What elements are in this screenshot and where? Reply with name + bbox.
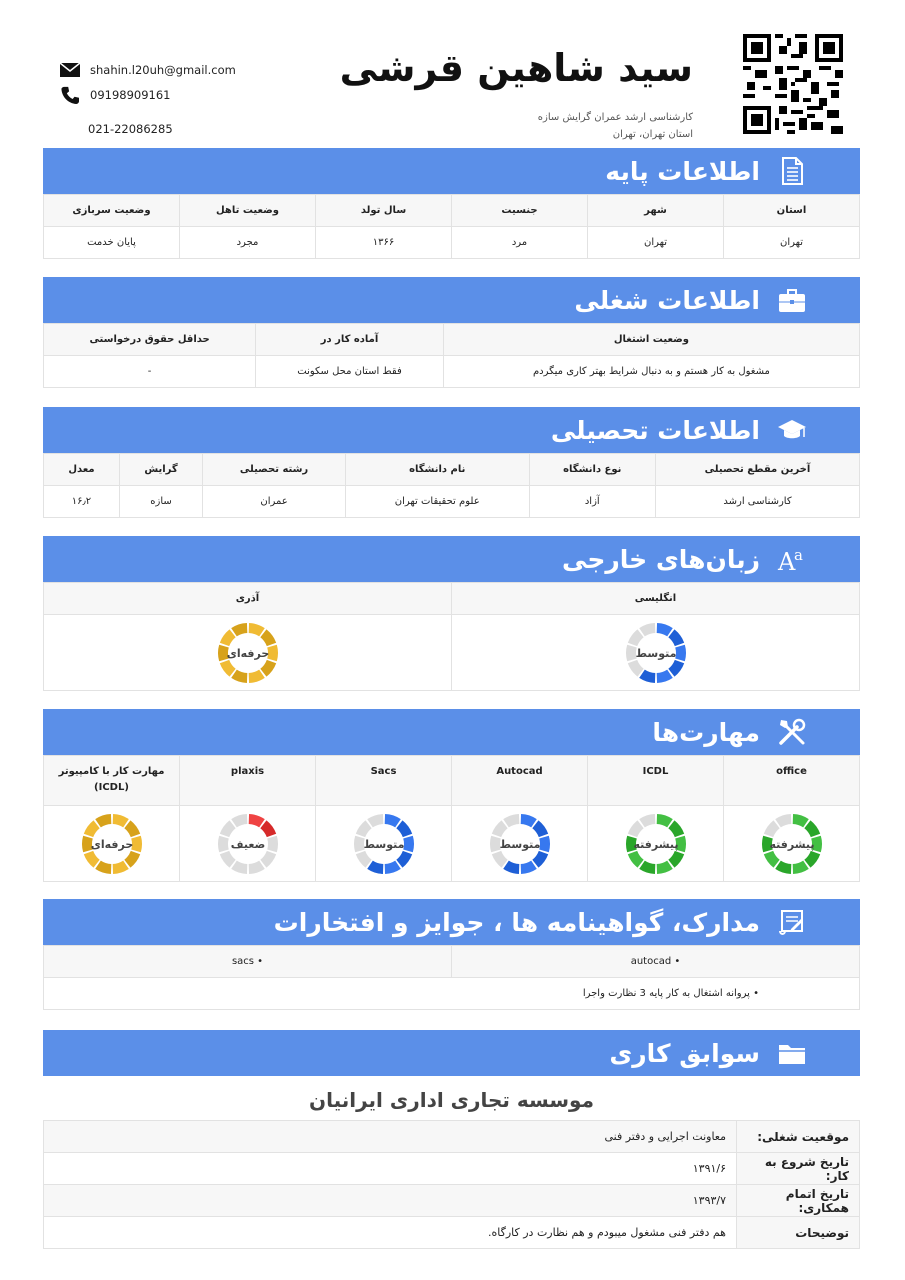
gauge-segment bbox=[219, 850, 235, 867]
qr-code bbox=[743, 34, 843, 134]
gauge-segment bbox=[539, 835, 550, 852]
gauge-segment bbox=[248, 814, 264, 827]
job-subtitle: کارشناسی ارشد عمران گرایش سازه bbox=[537, 112, 693, 123]
language-level-cell bbox=[44, 615, 452, 691]
language-name: آذری bbox=[44, 583, 452, 615]
gauge-segment bbox=[124, 850, 140, 867]
language-level-cell bbox=[452, 615, 860, 691]
gauge-segment bbox=[219, 629, 235, 646]
gauge-segment bbox=[627, 659, 643, 676]
gauge-segment bbox=[83, 850, 99, 867]
gauge-segment bbox=[792, 860, 808, 873]
gauge-segment bbox=[503, 814, 519, 827]
email-contact[interactable] bbox=[60, 61, 236, 79]
experience-value: معاونت اجرایی و دفتر فنی bbox=[44, 1121, 737, 1153]
job-info-title: اطلاعات شغلی bbox=[574, 285, 760, 315]
gauge-segment bbox=[396, 850, 412, 867]
company-name: موسسه تجاری اداری ایرانیان bbox=[309, 1088, 594, 1112]
experience-label: تاریخ اتمام همکاری: bbox=[737, 1185, 860, 1217]
svg-text:a: a bbox=[794, 546, 803, 564]
header-min-salary: حداقل حقوق درخواستی bbox=[44, 324, 256, 356]
value-ready-to-work: فقط استان محل سکونت bbox=[256, 356, 444, 388]
gauge-segment bbox=[639, 860, 655, 873]
skill-name: office bbox=[724, 756, 860, 806]
gauge-segment bbox=[355, 820, 371, 837]
gauge-segment bbox=[804, 820, 820, 837]
experience-value: ۱۳۹۱/۶ bbox=[44, 1153, 737, 1185]
gauge-segment bbox=[627, 850, 643, 867]
gauge-segment bbox=[124, 820, 140, 837]
job-info-table bbox=[43, 323, 860, 388]
gauge-segment bbox=[367, 860, 383, 873]
gauge-segment bbox=[260, 820, 276, 837]
skills-section bbox=[43, 709, 860, 882]
gauge-level-label: حرفه‌ای bbox=[226, 646, 269, 660]
job-info-header bbox=[43, 277, 860, 323]
experience-section bbox=[43, 1030, 860, 1249]
gauge-segment bbox=[218, 835, 229, 852]
certificates-title: مدارک، گواهینامه ها ، جوایز و افتخارات bbox=[273, 907, 760, 937]
header-degree: آخرین مقطع تحصیلی bbox=[656, 454, 860, 486]
gauge-segment bbox=[231, 814, 247, 827]
experience-title: سوابق کاری bbox=[609, 1038, 760, 1068]
header-gpa: معدل bbox=[44, 454, 120, 486]
certificates-header bbox=[43, 899, 860, 945]
gauge-segment bbox=[384, 860, 400, 873]
gauge-segment bbox=[520, 814, 536, 827]
gauge-segment bbox=[627, 629, 643, 646]
value-field: عمران bbox=[203, 486, 346, 518]
value-university-type: آزاد bbox=[529, 486, 655, 518]
language-name: انگلیسی bbox=[452, 583, 860, 615]
phone-icon bbox=[60, 86, 80, 104]
gauge-segment bbox=[95, 814, 111, 827]
certificates-section bbox=[43, 899, 860, 1010]
gauge-segment bbox=[656, 623, 672, 636]
languages-table bbox=[43, 582, 860, 691]
gauge-segment bbox=[267, 835, 278, 852]
gauge-segment bbox=[675, 644, 686, 661]
experience-header bbox=[43, 1030, 860, 1076]
skills-header bbox=[43, 709, 860, 755]
level-gauge bbox=[216, 812, 280, 876]
gauge-segment bbox=[248, 623, 264, 636]
header-military: وضعیت سربازی bbox=[44, 195, 180, 227]
skill-name: ICDL bbox=[588, 756, 724, 806]
gauge-segment bbox=[775, 860, 791, 873]
gauge-segment bbox=[403, 835, 414, 852]
level-gauge bbox=[624, 812, 688, 876]
education-title: اطلاعات تحصیلی bbox=[550, 415, 760, 445]
header-province: استان bbox=[724, 195, 860, 227]
gauge-segment bbox=[668, 820, 684, 837]
skill-level-cell bbox=[44, 806, 180, 882]
full-name: سید شاهین قرشی bbox=[339, 46, 693, 90]
header-employment-status: وضعیت اشتغال bbox=[443, 324, 859, 356]
level-gauge bbox=[352, 812, 416, 876]
gauge-segment bbox=[775, 814, 791, 827]
gauge-segment bbox=[792, 814, 808, 827]
gauge-segment bbox=[231, 669, 247, 682]
envelope-icon bbox=[60, 61, 80, 79]
experience-value: ۱۳۹۳/۷ bbox=[44, 1185, 737, 1217]
gauge-segment bbox=[627, 820, 643, 837]
gauge-segment bbox=[248, 669, 264, 682]
gauge-segment bbox=[656, 814, 672, 827]
experience-label: موقعیت شغلی: bbox=[737, 1121, 860, 1153]
gauge-segment bbox=[396, 820, 412, 837]
languages-title: زبان‌های خارجی bbox=[562, 544, 760, 574]
level-gauge bbox=[760, 812, 824, 876]
briefcase-icon bbox=[774, 282, 810, 318]
header-gender: جنسیت bbox=[452, 195, 588, 227]
location: استان تهران، تهران bbox=[612, 129, 693, 140]
gauge-level-label: متوسط bbox=[363, 837, 404, 851]
certificate-item: • sacs bbox=[44, 946, 452, 978]
basic-info-section bbox=[43, 148, 860, 259]
skill-level-cell bbox=[316, 806, 452, 882]
gauge-segment bbox=[639, 814, 655, 827]
certificate-icon bbox=[774, 904, 810, 940]
tools-icon bbox=[774, 714, 810, 750]
gauge-segment bbox=[219, 659, 235, 676]
gauge-segment bbox=[763, 820, 779, 837]
phone-contact[interactable] bbox=[88, 122, 173, 136]
basic-info-title: اطلاعات پایه bbox=[605, 156, 760, 186]
value-gpa: ۱۶٫۲ bbox=[44, 486, 120, 518]
level-gauge bbox=[216, 621, 280, 685]
gauge-segment bbox=[112, 814, 128, 827]
education-header bbox=[43, 407, 860, 453]
skill-level-cell bbox=[724, 806, 860, 882]
gauge-level-label: ضعیف bbox=[230, 837, 265, 851]
value-marital: مجرد bbox=[180, 227, 316, 259]
skill-level-cell bbox=[588, 806, 724, 882]
skill-name: مهارت کار با کامپیوتر (ICDL) bbox=[44, 756, 180, 806]
skill-level-cell bbox=[452, 806, 588, 882]
gauge-segment bbox=[668, 629, 684, 646]
header-field: رشته تحصیلی bbox=[203, 454, 346, 486]
gauge-segment bbox=[532, 820, 548, 837]
gauge-segment bbox=[95, 860, 111, 873]
education-table bbox=[43, 453, 860, 518]
mobile-text: 09198909161 bbox=[90, 88, 171, 102]
header-marital: وضعیت تاهل bbox=[180, 195, 316, 227]
gauge-segment bbox=[355, 850, 371, 867]
header-university-name: نام دانشگاه bbox=[345, 454, 529, 486]
value-city: تهران bbox=[588, 227, 724, 259]
gauge-segment bbox=[491, 850, 507, 867]
gauge-segment bbox=[520, 860, 536, 873]
gauge-segment bbox=[367, 814, 383, 827]
header-university-type: نوع دانشگاه bbox=[529, 454, 655, 486]
skills-title: مهارت‌ها bbox=[652, 717, 760, 747]
gauge-segment bbox=[656, 860, 672, 873]
gauge-segment bbox=[219, 820, 235, 837]
skill-level-cell bbox=[180, 806, 316, 882]
languages-section bbox=[43, 536, 860, 691]
header-specialization: گرایش bbox=[119, 454, 202, 486]
gauge-segment bbox=[503, 860, 519, 873]
gauge-level-label: پیشرفته bbox=[632, 837, 679, 851]
skill-name: plaxis bbox=[180, 756, 316, 806]
skills-table bbox=[43, 755, 860, 882]
certificates-table bbox=[43, 945, 860, 1010]
mobile-contact[interactable] bbox=[60, 86, 170, 104]
value-university-name: علوم تحقیقات تهران bbox=[345, 486, 529, 518]
value-birth-year: ۱۳۶۶ bbox=[316, 227, 452, 259]
basic-info-header bbox=[43, 148, 860, 194]
phone-text: 021-22086285 bbox=[88, 122, 173, 136]
gauge-segment bbox=[248, 860, 264, 873]
gauge-segment bbox=[231, 860, 247, 873]
gauge-segment bbox=[231, 623, 247, 636]
header-city: شهر bbox=[588, 195, 724, 227]
level-gauge bbox=[80, 812, 144, 876]
header-birth-year: سال تولد bbox=[316, 195, 452, 227]
certificate-item: • autocad bbox=[452, 946, 860, 978]
gauge-segment bbox=[639, 669, 655, 682]
level-gauge bbox=[488, 812, 552, 876]
basic-info-table bbox=[43, 194, 860, 259]
gauge-level-label: متوسط bbox=[499, 837, 540, 851]
gauge-segment bbox=[260, 850, 276, 867]
folder-icon bbox=[774, 1035, 810, 1071]
experience-value: هم دفتر فنی مشغول میبودم و هم نظارت در کارگاه. bbox=[44, 1217, 737, 1249]
education-section bbox=[43, 407, 860, 518]
value-gender: مرد bbox=[452, 227, 588, 259]
value-specialization: سازه bbox=[119, 486, 202, 518]
gauge-segment bbox=[260, 659, 276, 676]
gauge-segment bbox=[763, 850, 779, 867]
skill-name: Sacs bbox=[316, 756, 452, 806]
svg-text:A: A bbox=[778, 548, 796, 574]
gauge-segment bbox=[384, 814, 400, 827]
gauge-segment bbox=[639, 623, 655, 636]
gauge-level-label: متوسط bbox=[635, 646, 676, 660]
header-ready-to-work: آماده کار در bbox=[256, 324, 444, 356]
gauge-segment bbox=[804, 850, 820, 867]
document-icon bbox=[774, 153, 810, 189]
value-employment-status: مشغول به کار هستم و به دنبال شرایط بهتر کاری میگردم bbox=[443, 356, 859, 388]
gauge-segment bbox=[260, 629, 276, 646]
skill-name: Autocad bbox=[452, 756, 588, 806]
certificate-item: • پروانه اشتغال به کار پایه 3 نظارت واجرا bbox=[44, 978, 860, 1010]
gauge-level-label: پیشرفته bbox=[768, 837, 815, 851]
level-gauge bbox=[624, 621, 688, 685]
experience-label: تاریخ شروع به کار: bbox=[737, 1153, 860, 1185]
experience-label: توضیحات bbox=[737, 1217, 860, 1249]
job-info-section bbox=[43, 277, 860, 388]
gauge-segment bbox=[668, 850, 684, 867]
value-degree: کارشناسی ارشد bbox=[656, 486, 860, 518]
gauge-level-label: حرفه‌ای bbox=[90, 837, 133, 851]
gauge-segment bbox=[83, 820, 99, 837]
gauge-segment bbox=[656, 669, 672, 682]
gauge-segment bbox=[112, 860, 128, 873]
email-text: shahin.l20uh@gmail.com bbox=[90, 63, 236, 77]
value-province: تهران bbox=[724, 227, 860, 259]
languages-header bbox=[43, 536, 860, 582]
value-min-salary: - bbox=[44, 356, 256, 388]
gauge-segment bbox=[668, 659, 684, 676]
language-icon bbox=[774, 541, 810, 577]
graduation-cap-icon bbox=[774, 412, 810, 448]
value-military: پایان خدمت bbox=[44, 227, 180, 259]
experience-table bbox=[43, 1120, 860, 1249]
gauge-segment bbox=[532, 850, 548, 867]
gauge-segment bbox=[491, 820, 507, 837]
